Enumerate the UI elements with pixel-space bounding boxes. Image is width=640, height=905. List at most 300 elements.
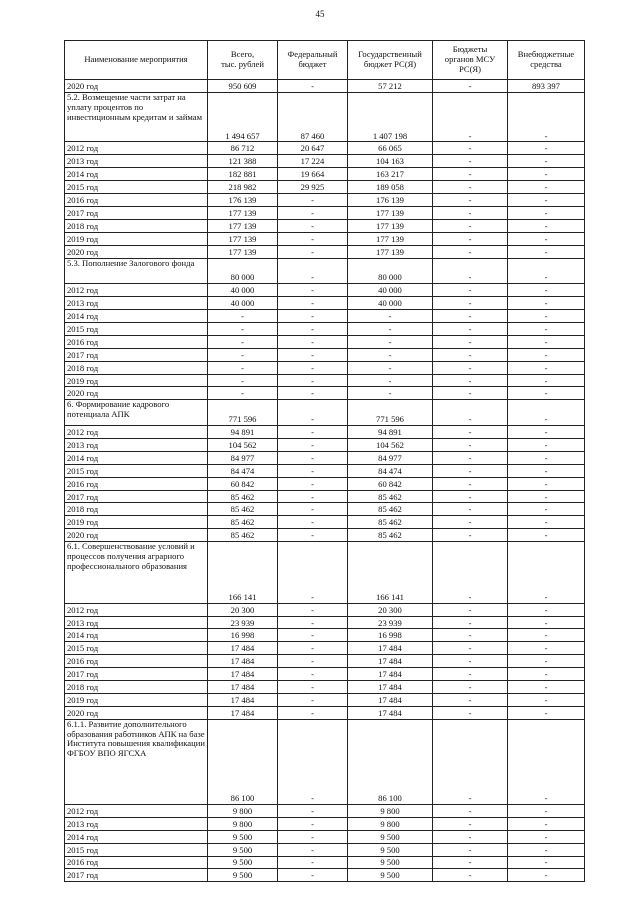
cell-msu: -	[433, 374, 508, 387]
cell-msu: -	[433, 843, 508, 856]
table-row	[65, 830, 585, 843]
cell-name: 2013 год	[65, 817, 208, 830]
cell-total: 9 500	[208, 856, 278, 869]
cell-total: -	[208, 387, 278, 400]
cell-name: 2019 год	[65, 516, 208, 529]
cell-extra: -	[508, 856, 585, 869]
cell-msu: -	[433, 361, 508, 374]
table-row	[65, 706, 585, 719]
cell-name: 2012 год	[65, 142, 208, 155]
cell-msu: -	[433, 503, 508, 516]
cell-extra: -	[508, 219, 585, 232]
table-row	[65, 869, 585, 882]
table-row	[65, 616, 585, 629]
cell-total: -	[208, 335, 278, 348]
page-number: 45	[315, 9, 325, 19]
cell-name: 5.3. Пополнение Залогового фонда	[65, 258, 208, 284]
cell-name: 2012 год	[65, 426, 208, 439]
cell-msu: -	[433, 194, 508, 207]
table-row	[65, 451, 585, 464]
cell-extra: -	[508, 322, 585, 335]
cell-state: 9 500	[348, 830, 433, 843]
cell-msu: -	[433, 181, 508, 194]
table-row	[65, 219, 585, 232]
cell-state: 9 800	[348, 804, 433, 817]
cell-name: 2013 год	[65, 616, 208, 629]
cell-federal: -	[278, 693, 348, 706]
cell-extra: -	[508, 490, 585, 503]
cell-msu: -	[433, 439, 508, 452]
table-row	[65, 206, 585, 219]
table-row	[65, 642, 585, 655]
cell-state: 20 300	[348, 603, 433, 616]
cell-name: 2019 год	[65, 232, 208, 245]
cell-federal: -	[278, 719, 348, 804]
cell-extra: -	[508, 335, 585, 348]
cell-extra: -	[508, 181, 585, 194]
cell-federal: -	[278, 322, 348, 335]
cell-name: 2014 год	[65, 168, 208, 181]
cell-extra: -	[508, 232, 585, 245]
cell-total: 177 139	[208, 232, 278, 245]
cell-total: 950 609	[208, 80, 278, 93]
table-row	[65, 516, 585, 529]
cell-federal: -	[278, 603, 348, 616]
cell-total: 80 000	[208, 258, 278, 284]
cell-federal: 29 925	[278, 181, 348, 194]
cell-msu: -	[433, 830, 508, 843]
cell-federal: -	[278, 668, 348, 681]
cell-federal: -	[278, 451, 348, 464]
cell-extra: -	[508, 629, 585, 642]
cell-total: 104 562	[208, 439, 278, 452]
table-row	[65, 168, 585, 181]
cell-state: -	[348, 348, 433, 361]
cell-msu: -	[433, 516, 508, 529]
cell-total: 16 998	[208, 629, 278, 642]
cell-extra: -	[508, 310, 585, 323]
table-row	[65, 335, 585, 348]
cell-state: 9 500	[348, 856, 433, 869]
cell-total: 166 141	[208, 542, 278, 604]
cell-state: 23 939	[348, 616, 433, 629]
cell-total: 9 500	[208, 830, 278, 843]
cell-extra: -	[508, 426, 585, 439]
cell-name: 2020 год	[65, 706, 208, 719]
cell-extra: -	[508, 817, 585, 830]
cell-total: 86 100	[208, 719, 278, 804]
table-row	[65, 439, 585, 452]
cell-msu: -	[433, 451, 508, 464]
cell-extra: -	[508, 284, 585, 297]
cell-extra: -	[508, 451, 585, 464]
cell-state: 17 484	[348, 693, 433, 706]
cell-state: 94 891	[348, 426, 433, 439]
cell-msu: -	[433, 387, 508, 400]
cell-state: 9 800	[348, 817, 433, 830]
cell-federal: -	[278, 680, 348, 693]
cell-state: 85 462	[348, 516, 433, 529]
section-row	[65, 542, 585, 604]
table-row	[65, 322, 585, 335]
cell-msu: -	[433, 655, 508, 668]
cell-federal: -	[278, 629, 348, 642]
cell-name: 2012 год	[65, 603, 208, 616]
cell-extra: -	[508, 297, 585, 310]
cell-state: 771 596	[348, 400, 433, 426]
cell-state: 1 407 198	[348, 92, 433, 142]
cell-name: 2018 год	[65, 361, 208, 374]
cell-name: 2015 год	[65, 642, 208, 655]
table-row	[65, 529, 585, 542]
cell-total: 9 500	[208, 869, 278, 882]
cell-federal: 20 647	[278, 142, 348, 155]
cell-total: 84 977	[208, 451, 278, 464]
cell-msu: -	[433, 719, 508, 804]
table-row	[65, 843, 585, 856]
cell-msu: -	[433, 817, 508, 830]
cell-state: 163 217	[348, 168, 433, 181]
cell-total: 177 139	[208, 219, 278, 232]
cell-federal: 17 224	[278, 155, 348, 168]
cell-federal: -	[278, 297, 348, 310]
cell-extra: -	[508, 374, 585, 387]
cell-federal: -	[278, 616, 348, 629]
cell-extra: -	[508, 245, 585, 258]
cell-msu: -	[433, 322, 508, 335]
cell-msu: -	[433, 284, 508, 297]
cell-extra: -	[508, 706, 585, 719]
cell-name: 2015 год	[65, 181, 208, 194]
table-row	[65, 629, 585, 642]
cell-state: -	[348, 322, 433, 335]
cell-total: 85 462	[208, 503, 278, 516]
cell-total: 1 494 657	[208, 92, 278, 142]
cell-name: 2019 год	[65, 693, 208, 706]
cell-total: 17 484	[208, 693, 278, 706]
cell-name: 2017 год	[65, 206, 208, 219]
cell-msu: -	[433, 297, 508, 310]
cell-total: 9 500	[208, 843, 278, 856]
cell-msu: -	[433, 616, 508, 629]
cell-name: 2016 год	[65, 335, 208, 348]
cell-total: -	[208, 361, 278, 374]
cell-msu: -	[433, 680, 508, 693]
cell-msu: -	[433, 219, 508, 232]
cell-federal: -	[278, 655, 348, 668]
cell-federal: -	[278, 869, 348, 882]
cell-extra: -	[508, 439, 585, 452]
cell-federal: -	[278, 706, 348, 719]
cell-msu: -	[433, 310, 508, 323]
cell-total: 177 139	[208, 206, 278, 219]
cell-name: 2013 год	[65, 155, 208, 168]
cell-msu: -	[433, 477, 508, 490]
cell-msu: -	[433, 464, 508, 477]
cell-name: 2014 год	[65, 310, 208, 323]
cell-name: 5.2. Возмещение части затрат на уплату процентов по инвестиционным кредитам и займам	[65, 92, 208, 142]
cell-extra: -	[508, 869, 585, 882]
cell-name: 2018 год	[65, 680, 208, 693]
cell-msu: -	[433, 168, 508, 181]
cell-state: 177 139	[348, 232, 433, 245]
cell-extra: -	[508, 616, 585, 629]
cell-federal: -	[278, 830, 348, 843]
cell-name: 2016 год	[65, 194, 208, 207]
table-row	[65, 310, 585, 323]
cell-msu: -	[433, 706, 508, 719]
cell-msu: -	[433, 400, 508, 426]
cell-name: 2016 год	[65, 655, 208, 668]
table-header-row	[65, 41, 585, 80]
cell-state: -	[348, 387, 433, 400]
cell-federal: -	[278, 245, 348, 258]
cell-total: 176 139	[208, 194, 278, 207]
cell-federal: 87 460	[278, 92, 348, 142]
cell-msu: -	[433, 426, 508, 439]
cell-federal: -	[278, 464, 348, 477]
cell-msu: -	[433, 804, 508, 817]
cell-name: 6.1. Совершенствование условий и процессов получения аграрного профессионального образования	[65, 542, 208, 604]
cell-extra: -	[508, 642, 585, 655]
cell-extra: -	[508, 387, 585, 400]
cell-total: -	[208, 310, 278, 323]
cell-extra: -	[508, 142, 585, 155]
cell-name: 2014 год	[65, 830, 208, 843]
cell-name: 2016 год	[65, 856, 208, 869]
cell-total: 177 139	[208, 245, 278, 258]
cell-extra: -	[508, 348, 585, 361]
cell-name: 2017 год	[65, 490, 208, 503]
cell-state: 177 139	[348, 245, 433, 258]
cell-msu: -	[433, 603, 508, 616]
table-row	[65, 181, 585, 194]
table-row	[65, 245, 585, 258]
cell-federal: -	[278, 400, 348, 426]
cell-state: 60 842	[348, 477, 433, 490]
table-row	[65, 490, 585, 503]
table-row	[65, 80, 585, 93]
cell-msu: -	[433, 92, 508, 142]
cell-extra: -	[508, 804, 585, 817]
cell-extra: -	[508, 529, 585, 542]
section-row	[65, 92, 585, 142]
cell-federal: -	[278, 206, 348, 219]
cell-extra: -	[508, 603, 585, 616]
table-row	[65, 155, 585, 168]
cell-state: -	[348, 335, 433, 348]
cell-msu: -	[433, 490, 508, 503]
cell-federal: -	[278, 258, 348, 284]
cell-extra: -	[508, 92, 585, 142]
cell-state: 40 000	[348, 297, 433, 310]
cell-msu: -	[433, 668, 508, 681]
cell-extra: -	[508, 542, 585, 604]
cell-state: -	[348, 361, 433, 374]
cell-name: 2020 год	[65, 245, 208, 258]
table-row	[65, 387, 585, 400]
cell-federal: -	[278, 426, 348, 439]
cell-total: 23 939	[208, 616, 278, 629]
cell-total: 9 800	[208, 804, 278, 817]
cell-state: 104 562	[348, 439, 433, 452]
cell-state: 40 000	[348, 284, 433, 297]
cell-state: 84 474	[348, 464, 433, 477]
cell-federal: -	[278, 439, 348, 452]
table-body	[65, 80, 585, 882]
cell-state: 84 977	[348, 451, 433, 464]
cell-state: 57 212	[348, 80, 433, 93]
column-header-federal: Федеральный бюджет	[278, 41, 348, 80]
cell-total: 40 000	[208, 284, 278, 297]
cell-msu: -	[433, 542, 508, 604]
table-row	[65, 804, 585, 817]
cell-name: 2017 год	[65, 869, 208, 882]
cell-total: 771 596	[208, 400, 278, 426]
table-row	[65, 655, 585, 668]
cell-federal: -	[278, 284, 348, 297]
cell-total: 17 484	[208, 706, 278, 719]
cell-state: 80 000	[348, 258, 433, 284]
table-row	[65, 374, 585, 387]
cell-state: 17 484	[348, 680, 433, 693]
cell-name: 6.1.1. Развитие дополнительного образования работников АПК на базе Института повышения квалификации ФГБОУ ВПО ЯГСХА	[65, 719, 208, 804]
cell-extra: -	[508, 680, 585, 693]
cell-name: 2017 год	[65, 348, 208, 361]
cell-total: 85 462	[208, 529, 278, 542]
cell-federal: -	[278, 856, 348, 869]
cell-extra: -	[508, 503, 585, 516]
cell-state: 86 100	[348, 719, 433, 804]
table-row	[65, 503, 585, 516]
column-header-extra: Внебюджетные средства	[508, 41, 585, 80]
cell-extra: -	[508, 206, 585, 219]
cell-extra: -	[508, 655, 585, 668]
table-row	[65, 817, 585, 830]
table-row	[65, 680, 585, 693]
cell-total: 218 982	[208, 181, 278, 194]
cell-total: 85 462	[208, 490, 278, 503]
cell-total: 60 842	[208, 477, 278, 490]
cell-state: 17 484	[348, 655, 433, 668]
cell-name: 2020 год	[65, 80, 208, 93]
column-header-total: Всего, тыс. рублей	[208, 41, 278, 80]
table-row	[65, 426, 585, 439]
cell-msu: -	[433, 245, 508, 258]
cell-msu: -	[433, 642, 508, 655]
cell-extra: -	[508, 361, 585, 374]
cell-federal: -	[278, 642, 348, 655]
table-row	[65, 603, 585, 616]
cell-msu: -	[433, 348, 508, 361]
cell-total: 17 484	[208, 655, 278, 668]
cell-federal: -	[278, 529, 348, 542]
cell-extra: -	[508, 830, 585, 843]
cell-name: 2014 год	[65, 451, 208, 464]
cell-msu: -	[433, 529, 508, 542]
cell-total: 85 462	[208, 516, 278, 529]
cell-federal: -	[278, 477, 348, 490]
cell-total: 86 712	[208, 142, 278, 155]
cell-total: -	[208, 322, 278, 335]
cell-state: 9 500	[348, 869, 433, 882]
cell-total: 40 000	[208, 297, 278, 310]
cell-total: 17 484	[208, 680, 278, 693]
cell-msu: -	[433, 693, 508, 706]
cell-extra: -	[508, 516, 585, 529]
cell-state: 85 462	[348, 503, 433, 516]
cell-federal: -	[278, 817, 348, 830]
cell-name: 2012 год	[65, 284, 208, 297]
cell-federal: -	[278, 374, 348, 387]
cell-extra: -	[508, 464, 585, 477]
cell-total: 17 484	[208, 668, 278, 681]
section-row	[65, 400, 585, 426]
cell-state: 16 998	[348, 629, 433, 642]
cell-federal: -	[278, 310, 348, 323]
cell-state: 104 163	[348, 155, 433, 168]
cell-extra: -	[508, 155, 585, 168]
cell-name: 2020 год	[65, 529, 208, 542]
cell-extra: -	[508, 843, 585, 856]
cell-federal: -	[278, 542, 348, 604]
cell-total: 9 800	[208, 817, 278, 830]
cell-msu: -	[433, 206, 508, 219]
cell-name: 2018 год	[65, 503, 208, 516]
table-row	[65, 297, 585, 310]
cell-federal: -	[278, 503, 348, 516]
cell-total: 121 388	[208, 155, 278, 168]
cell-name: 2016 год	[65, 477, 208, 490]
cell-total: 94 891	[208, 426, 278, 439]
cell-state: 9 500	[348, 843, 433, 856]
cell-msu: -	[433, 869, 508, 882]
cell-msu: -	[433, 80, 508, 93]
cell-federal: -	[278, 348, 348, 361]
cell-total: 84 474	[208, 464, 278, 477]
cell-name: 2020 год	[65, 387, 208, 400]
cell-state: 189 058	[348, 181, 433, 194]
cell-federal: -	[278, 490, 348, 503]
cell-name: 6. Формирование кадрового потенциала АПК	[65, 400, 208, 426]
cell-state: 66 065	[348, 142, 433, 155]
cell-federal: -	[278, 194, 348, 207]
cell-federal: -	[278, 219, 348, 232]
cell-federal: 19 664	[278, 168, 348, 181]
section-row	[65, 719, 585, 804]
section-row	[65, 258, 585, 284]
table-row	[65, 668, 585, 681]
table-row	[65, 348, 585, 361]
cell-federal: -	[278, 80, 348, 93]
cell-state: 85 462	[348, 529, 433, 542]
cell-name: 2015 год	[65, 464, 208, 477]
table-row	[65, 142, 585, 155]
cell-name: 2013 год	[65, 297, 208, 310]
cell-name: 2018 год	[65, 219, 208, 232]
cell-federal: -	[278, 335, 348, 348]
table-row	[65, 856, 585, 869]
table-row	[65, 477, 585, 490]
cell-total: -	[208, 348, 278, 361]
cell-name: 2015 год	[65, 322, 208, 335]
cell-msu: -	[433, 142, 508, 155]
table-row	[65, 361, 585, 374]
cell-federal: -	[278, 361, 348, 374]
cell-extra: 893 397	[508, 80, 585, 93]
column-header-state: Государственный бюджет РС(Я)	[348, 41, 433, 80]
cell-name: 2013 год	[65, 439, 208, 452]
